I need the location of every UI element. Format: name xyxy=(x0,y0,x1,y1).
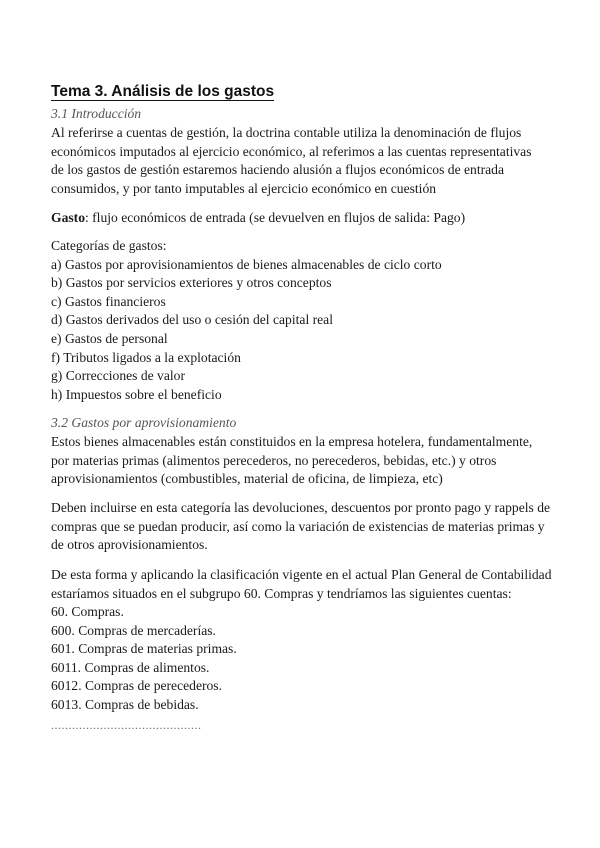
section-heading-aprovisionamiento: 3.2 Gastos por aprovisionamiento xyxy=(51,415,237,430)
paragraph-line: consumidos, y por tanto imputables al ejercicio económico en cuestión xyxy=(51,180,437,196)
categories-list xyxy=(51,237,571,404)
account-item: 6012. Compras de perecederos. xyxy=(51,678,222,694)
categories-intro: Categorías de gastos: xyxy=(51,238,167,253)
list-item: h) Impuestos sobre el beneficio xyxy=(51,386,222,402)
paragraph-line: compras que se puedan producir, así como la variación de existencias de materias primas y xyxy=(51,518,545,534)
definition-text: : flujo económicos de entrada (se devuelven en flujos de salida: Pago) xyxy=(84,210,466,225)
paragraph-line: estaríamos situados en el subgrupo 60. Compras y tendríamos las siguientes cuentas: xyxy=(51,585,512,601)
paragraph-line: aprovisionamientos (combustibles, material de oficina, de limpieza, etc) xyxy=(51,471,443,487)
list-item: a) Gastos por aprovisionamientos de bienes almacenables de ciclo corto xyxy=(51,256,442,272)
list-item: c) Gastos financieros xyxy=(51,293,166,309)
paragraph-line: De esta forma y aplicando la clasificación vigente en el actual Plan General de Contabilidad xyxy=(51,567,552,582)
paragraph-line: Al referirse a cuentas de gestión, la doctrina contable utiliza la denominación de flujos xyxy=(51,125,522,140)
list-item: f) Tributos ligados a la explotación xyxy=(51,349,241,365)
paragraph-line: por materias primas (alimentos perecederos, no perecederos, bebidas, etc.) y otros xyxy=(51,452,497,468)
aprovisionamiento-paragraph-1 xyxy=(51,433,571,489)
ellipsis-line: ........................................... xyxy=(51,718,202,732)
account-item: 600. Compras de mercaderías. xyxy=(51,622,216,638)
definition-term: Gasto xyxy=(51,210,85,225)
intro-paragraph xyxy=(51,124,571,198)
accounts-list xyxy=(51,603,571,715)
list-item: b) Gastos por servicios exteriores y otros conceptos xyxy=(51,275,332,291)
paragraph-line: económicos imputados al ejercicio económico, al referimos a las cuentas representativas xyxy=(51,143,532,159)
list-item: d) Gastos derivados del uso o cesión del capital real xyxy=(51,312,333,328)
section-heading-intro: 3.1 Introducción xyxy=(51,106,142,121)
paragraph-line: de otros aprovisionamientos. xyxy=(51,537,208,553)
list-item: e) Gastos de personal xyxy=(51,330,168,346)
paragraph-line: Deben incluirse en esta categoría las devoluciones, descuentos por pronto pago y rappels de xyxy=(51,500,551,515)
account-item: 60. Compras. xyxy=(51,604,124,619)
aprovisionamiento-paragraph-2 xyxy=(51,499,571,555)
account-item: 6011. Compras de alimentos. xyxy=(51,659,210,675)
paragraph-line: Estos bienes almacenables están constituidos en la empresa hotelera, fundamentalmente, xyxy=(51,434,533,449)
account-item: 601. Compras de materias primas. xyxy=(51,641,237,657)
paragraph-line: de los gastos de gestión estaremos haciendo alusión a flujos económicos de entrada xyxy=(51,162,505,178)
account-item: 6013. Compras de bebidas. xyxy=(51,696,199,712)
aprovisionamiento-paragraph-3 xyxy=(51,566,571,603)
list-item: g) Correcciones de valor xyxy=(51,368,185,384)
definition-line xyxy=(51,209,571,228)
page-title: Tema 3. Análisis de los gastos xyxy=(51,83,275,100)
